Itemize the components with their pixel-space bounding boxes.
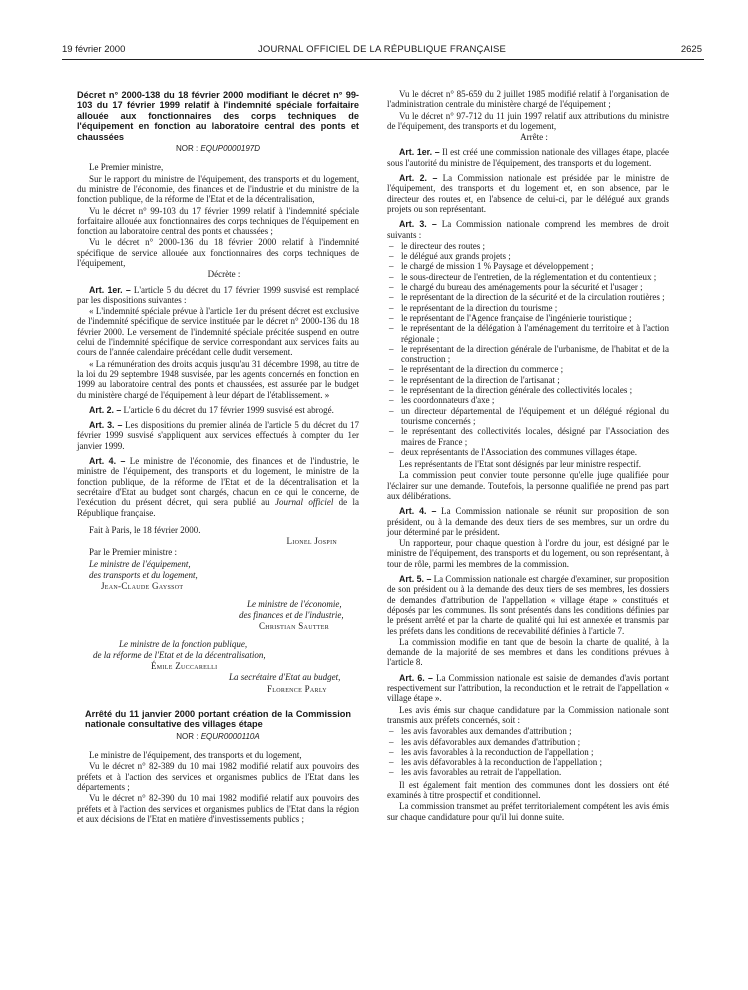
list-item: – le représentant de l'Agence française de l'ingénierie touristique ; [387,313,669,323]
arrete-heading: Arrête : [520,132,548,143]
article-text: La Commission nationale est présidée par le ministre de l'équipement, des transports et du logement et, en son absence, par le directeur des routes et, en l'absence de celui-ci, par le délégué aux grands projets ou son représentant. [387,173,669,214]
article-text: La Commission nationale se réunit sur proposition de son président, ou à la demande des deux tiers de ses membres, sur un ordre du jour déterminé par le président. [387,506,669,537]
members-list [387,241,669,457]
header-rule [62,59,704,60]
arrete-nor [77,732,359,742]
list-item: – le chargé de mission 1 % Paysage et développement ; [387,261,669,271]
article-6 [387,673,669,704]
list-item: – le représentant de la direction générale de l'urbanisme, de l'habitat et de la construction ; [387,344,669,365]
list-item: – le représentant de la direction de la sécurité et de la circulation routières ; [387,292,669,302]
header-journal-title: JOURNAL OFFICIEL DE LA RÉPUBLIQUE FRANÇAISE [257,44,507,55]
signature-pm: Lionel Jospin [286,536,337,547]
paragraph: Vu le décret n° 2000-136 du 18 février 2000 relatif à l'indemnité spécifique de service allouée aux fonctionnaires des corps techniques de l'équipement, [77,237,359,268]
min-equipement-line2: des transports et du logement, [89,570,198,581]
nor-label: NOR : [175,144,201,154]
nor-code: EQUP0000197D [200,144,261,154]
article-text-end: de la République française. [77,497,359,518]
article-3 [387,219,669,240]
paragraph: Le Premier ministre, [89,162,164,173]
article-1 [77,285,359,306]
paragraph: Vu le décret n° 82-389 du 10 mai 1982 modifié relatif aux pouvoirs des préfets et à l'action des services et organismes publics de l'Etat dans les départements ; [77,761,359,792]
list-item: – les avis défavorables à la reconduction de l'appellation ; [387,757,669,767]
list-item: – les avis favorables au retrait de l'appellation. [387,767,669,777]
min-fonction-publique-line1: Le ministre de la fonction publique, [119,638,248,649]
paragraph: Un rapporteur, pour chaque question à l'ordre du jour, est désigné par le ministre de l'équipement, des transports et du logement, ou son représentant, à tour de rôle, parmi les membres de la commission. [387,538,669,569]
page-header [62,44,702,58]
min-economie-line1: Le ministre de l'économie, [247,598,342,609]
secretaire-budget-name: Florence Parly [267,683,327,694]
paragraph: Vu le décret n° 82-390 du 10 mai 1982 modifié relatif aux pouvoirs des préfets et à l'action des services et organismes publics de l'Etat dans la région et aux décisions de l'Etat en matière d'investissements publics ; [77,793,359,824]
article-text: Les dispositions du premier alinéa de l'article 5 du décret du 17 février 1999 susvisé s'appliquent aux services effectués à compter du 1er janvier 1999. [77,420,359,451]
list-item: – le délégué aux grands projets ; [387,251,669,261]
paragraph: Il est également fait mention des communes dont les dossiers ont été examinés à titre prospectif et conditionnel. [387,779,669,800]
article-2 [387,173,669,214]
paragraph: La commission peut convier toute personne qu'elle juge qualifiée pour l'éclairer sur une demande. Toutefois, la personne qualifiée ne prend pas part aux délibérations. [387,470,669,501]
article-label: Art. 6. – [399,672,433,683]
min-equipement-name: Jean-Claude Gayssot [101,581,184,592]
nor-code: EQUR0000110A [200,731,260,741]
article-label: Art. 4. – [399,506,437,517]
decree-nor [77,144,359,154]
article-text: Le ministre de l'économie, des finances et de l'industrie, le ministre de l'équipement, des transports et du logement, le ministre de la fonction publique, de la réforme de l'Etat et de la décentralisation et la secrétaire d'Etat au budget sont chargés, chacun en ce qui le concerne, de l'exécution du présent décret, qui sera publié au [77,456,359,508]
header-date: 19 février 2000 [62,44,126,55]
article-text: Il est créé une commission nationale des villages étape, placée sous l'autorité du ministre de l'équipement, des transports et du logement. [387,147,669,168]
article-4 [387,506,669,537]
article-text: La Commission nationale est chargée d'examiner, sur proposition de son président ou à la demande des deux tiers de ses membres, les dossiers de demandes d'attribution de l'appellation « village étape » constitués et déposés par les communes. Ils sont présentés dans les conditions définies par le présent arrêté et par la charte de qualité qui lui est annexée et transmis par les préfets dans les conditions de recevabilité définies à l'article 7. [387,574,669,636]
article-label: Art. 1er. – [399,147,440,158]
list-item: – le chargé du bureau des aménagements pour la sécurité et l'usager ; [387,282,669,292]
article-label: Art. 3. – [89,420,123,431]
article-label: Art. 3. – [399,219,437,230]
min-fonction-publique-name: Émile Zuccarelli [151,661,218,672]
list-item: – le représentant de la direction du tourisme ; [387,303,669,313]
article-label: Art. 2. – [89,404,122,415]
article-4 [77,456,359,518]
article-5 [387,574,669,636]
paragraph: La commission modifie en tant que de besoin la charte de qualité, à la demande de la majorité de ses membres et dans les conditions prévues à l'article 8. [387,636,669,668]
list-item: – le directeur des routes ; [387,241,669,251]
list-item: – le sous-directeur de l'entretien, de la réglementation et du contentieux ; [387,272,669,282]
min-equipement-line1: Le ministre de l'équipement, [89,558,191,569]
quote-paragraph: « La rémunération des droits acquis jusqu'au 31 décembre 1998, au titre de la loi du 29 septembre 1948 susvisée, par les agents concernés en fonction en 1999 au laboratoire central des ponts et chaussées, est assurée par le budget du ministère chargé de l'équipement à leur départ de l'établissement. » [77,358,359,400]
secretaire-budget-line: La secrétaire d'Etat au budget, [229,672,341,683]
list-item: – les avis favorables à la reconduction de l'appellation ; [387,747,669,757]
paragraph: Le ministre de l'équipement, des transports et du logement, [89,750,302,761]
decree-title: Décret n° 2000-138 du 18 février 2000 modifiant le décret n° 99-103 du 17 février 1999 relatif à l'indemnité spéciale forfaitaire allouée aux fonctionnaires des corps techniques de l'équipement en fonction au laboratoire central des ponts et chaussées [77,90,359,142]
paragraph: Vu le décret n° 85-659 du 2 juillet 1985 modifié relatif à l'organisation de l'administration centrale du ministère chargé de l'équipement ; [387,89,669,110]
article-text: L'article 5 du décret du 17 février 1999 susvisé est remplacé par les dispositions suivantes : [77,284,359,305]
paragraph: Les avis émis sur chaque candidature par la Commission nationale sont transmis aux préfets concernés, soit : [387,704,669,725]
article-label: Art. 4. – [89,456,126,467]
paragraph: La commission transmet au préfet territorialement compétent les avis émis sur chaque candidature pour qu'il lui donne suite. [387,801,669,822]
list-item: – deux représentants de l'Association des communes villages étape. [387,447,669,457]
article-3 [77,420,359,451]
header-page-number: 2625 [680,44,702,55]
article-label: Art. 5. – [399,574,432,585]
paragraph: Sur le rapport du ministre de l'équipement, des transports et du logement, du ministre de l'économie, des finances et de l'industrie et du ministre de la fonction publique, de la réforme de l'Etat et de la décentralisation, [77,173,359,205]
min-fonction-publique-line2: de la réforme de l'Etat et de la décentralisation, [93,649,266,660]
list-item: – un directeur départemental de l'équipement et un délégué régional du tourisme concernés ; [387,406,669,427]
list-item: – le représentant de la direction du commerce ; [387,364,669,374]
article-label: Art. 1er. – [89,284,131,295]
par-le-premier-ministre: Par le Premier ministre : [89,547,177,558]
avis-list [387,726,669,777]
article-label: Art. 2. – [399,173,438,184]
list-item: – les avis défavorables aux demandes d'attribution ; [387,737,669,747]
paragraph: Les représentants de l'Etat sont désignés par leur ministre respectif. [399,459,642,470]
list-item: – le représentant des collectivités locales, désigné par l'Association des maires de France ; [387,426,669,447]
left-column [77,90,359,825]
nor-label: NOR : [176,731,201,741]
list-item: – le représentant de la délégation à l'aménagement du territoire et à l'action régionale ; [387,323,669,344]
list-item: – les avis favorables aux demandes d'attribution ; [387,726,669,736]
article-text: L'article 6 du décret du 17 février 1999 susvisé est abrogé. [121,404,334,415]
min-economie-line2: des finances et de l'industrie, [239,609,344,620]
article-2 [77,405,359,415]
right-column [387,89,669,823]
arrete-title: Arrêté du 11 janvier 2000 portant création de la Commission nationale consultative des villages étape [85,708,351,730]
decrete-heading: Décrète : [207,269,241,280]
list-item: – le représentant de la direction de l'artisanat ; [387,375,669,385]
journal-officiel-italic: Journal officiel [275,497,334,508]
quote-paragraph: « L'indemnité spéciale prévue à l'article 1er du présent décret est exclusive de l'indemnité spécifique de service instituée par le décret n° 2000-136 du 18 février 2000. Le versement de l'indemnité spéciale précitée suspend en outre celui de l'indemnité spécifique de service correspondant aux services faits au cours de l'année calendaire précédant celle dudit versement. [77,306,359,358]
list-item: – les coordonnateurs d'axe ; [387,395,669,405]
article-1 [387,147,669,168]
list-item: – le représentant de la direction générale des collectivités locales ; [387,385,669,395]
min-economie-name: Christian Sautter [259,621,330,632]
paragraph: Vu le décret n° 99-103 du 17 février 1999 relatif à l'indemnité spéciale forfaitaire allouée aux fonctionnaires des corps techniques de l'équipement en fonction au laboratoire central des ponts et chaussées ; [77,205,359,237]
article-text: La Commission nationale est saisie de demandes d'avis portant respectivement sur l'attribution, la reconduction et le retrait de l'appellation « village étape ». [387,672,669,704]
fait-a-paris: Fait à Paris, le 18 février 2000. [89,524,201,535]
paragraph: Vu le décret n° 97-712 du 11 juin 1997 relatif aux attributions du ministre de l'équipement, des transports et du logement, [387,110,669,131]
article-text: La Commission nationale comprend les membres de droit suivants : [387,219,669,240]
